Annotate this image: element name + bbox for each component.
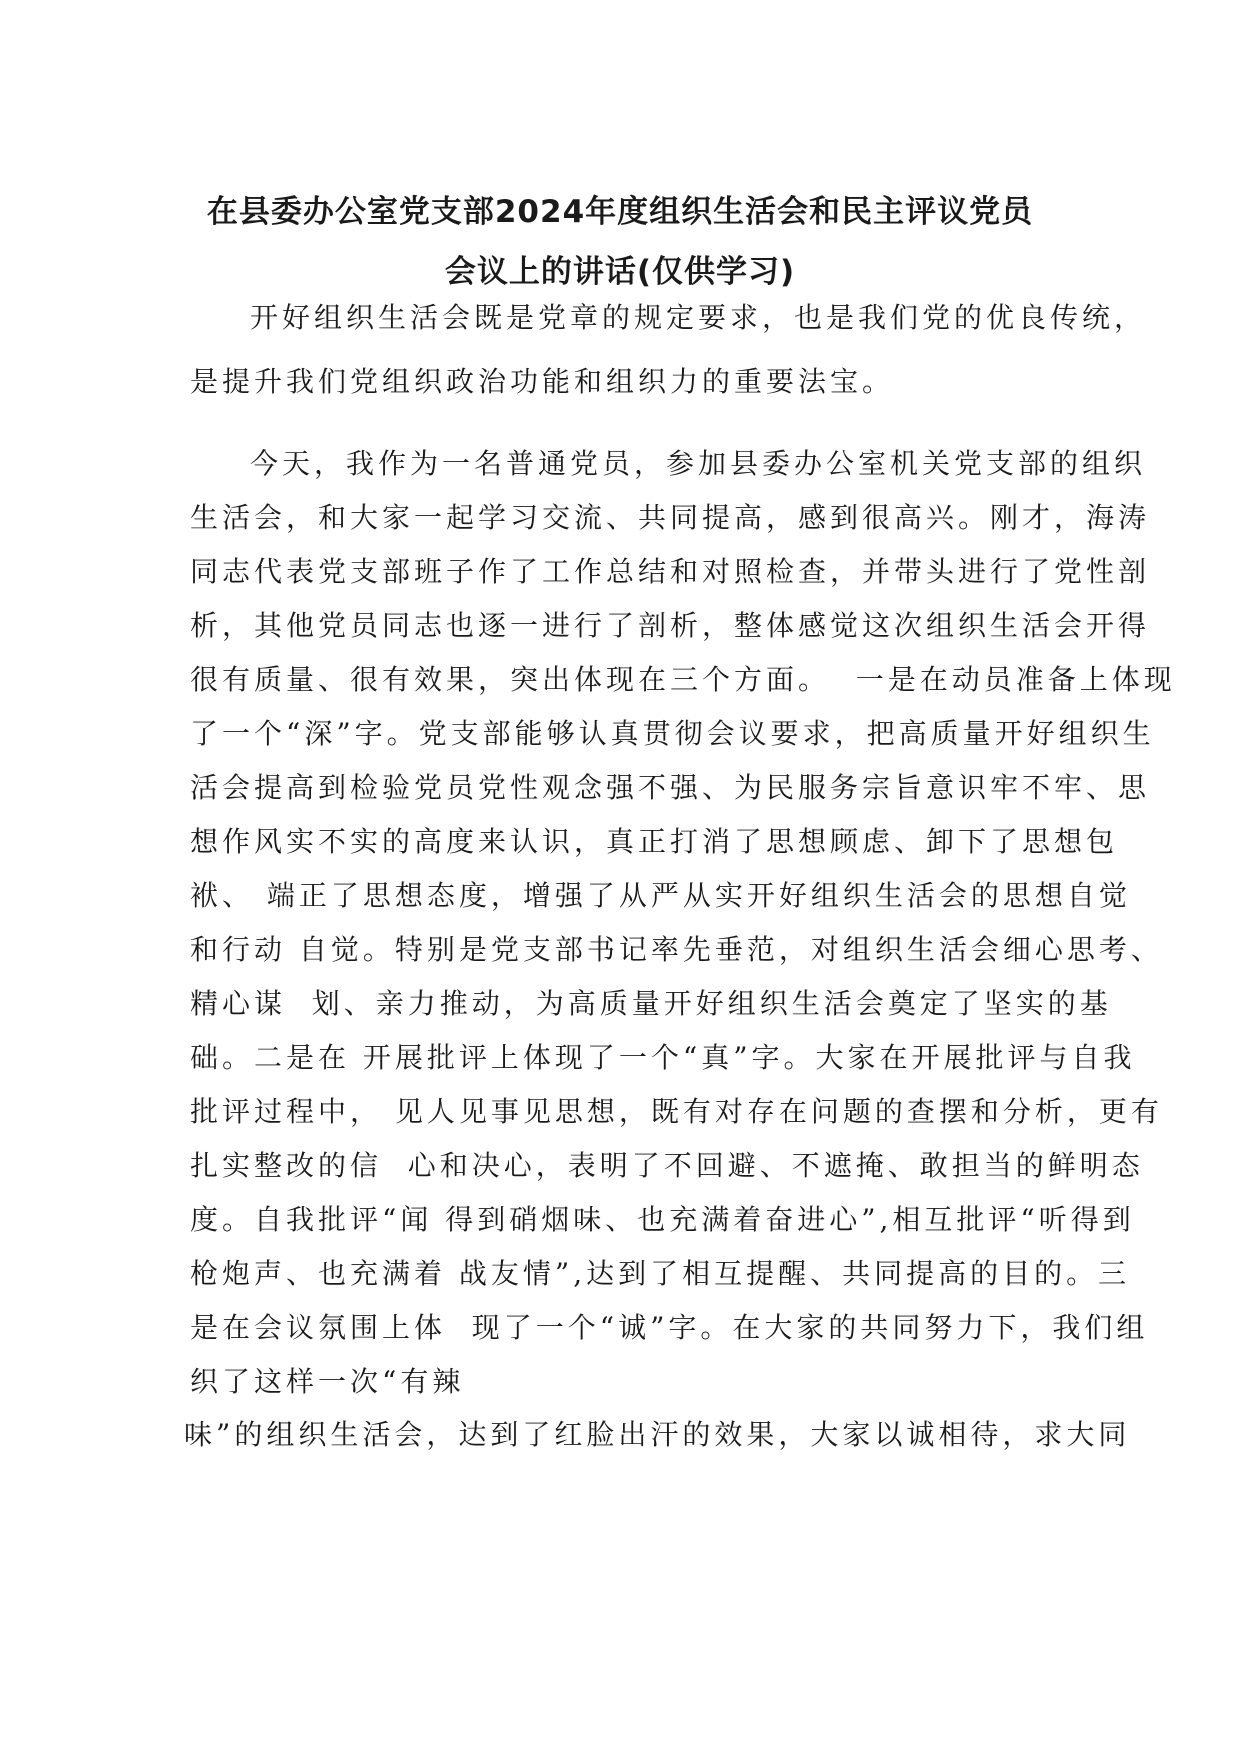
paragraph-2-line-19: 味”的组织生活会，达到了红脸出汗的效果，大家以诚相待，求大同 xyxy=(184,1418,1131,1451)
paragraph-2-line-9: 袱、 端正了思想态度，增强了从严从实开好组织生活会的思想自觉 xyxy=(190,879,1131,912)
paragraph-2-line-1: 今天，我作为一名普通党员，参加县委办公室机关党支部的组织 xyxy=(250,447,1147,480)
paragraph-2-line-14: 扎实整改的信 心和决心，表明了不回避、不遮掩、敢担当的鲜明态 xyxy=(190,1149,1144,1182)
paragraph-2-line-11: 精心谋 划、亲力推动，为高质量开好组织生活会奠定了坚实的基 xyxy=(190,987,1112,1020)
paragraph-2-line-3: 同志代表党支部班子作了工作总结和对照检查，并带头进行了党性剖 xyxy=(190,555,1151,588)
paragraph-1-line-1: 开好组织生活会既是党章的规定要求，也是我们党的优良传统， xyxy=(250,301,1147,334)
paragraph-2-line-18: 织了这样一次“有辣 xyxy=(190,1365,465,1398)
paragraph-2-line-4: 析，其他党员同志也逐一进行了剖析，整体感觉这次组织生活会开得 xyxy=(190,609,1151,642)
document-title-line-1: 在县委办公室党支部2024年度组织生活会和民主评议党员 xyxy=(206,194,1034,230)
paragraph-2-line-6: 了一个“深”字。党支部能够认真贯彻会议要求，把高质量开好组织生 xyxy=(190,717,1155,750)
paragraph-2-line-15: 度。自我批评“闻 得到硝烟味、也充满着奋进心”,相互批评“听得到 xyxy=(190,1203,1135,1236)
paragraph-2-line-17: 是在会议氛围上体 现了一个“诚”字。在大家的共同努力下，我们组 xyxy=(190,1311,1149,1344)
paragraph-2-line-7: 活会提高到检验党员党性观念强不强、为民服务宗旨意识牢不牢、思 xyxy=(190,771,1151,804)
paragraph-2-line-16: 枪炮声、也充满着 战友情”,达到了相互提醒、共同提高的目的。三 xyxy=(190,1257,1131,1290)
paragraph-2-line-10: 和行动 自觉。特别是党支部书记率先垂范，对组织生活会细心思考、 xyxy=(190,933,1163,966)
paragraph-2-line-13: 批评过程中， 见人见事见思想，既有对存在问题的查摆和分析，更有 xyxy=(190,1095,1163,1128)
document-title-line-2: 会议上的讲话(仅供学习) xyxy=(444,254,796,290)
paragraph-1-line-2: 是提升我们党组织政治功能和组织力的重要法宝。 xyxy=(190,365,895,398)
paragraph-2-line-2: 生活会，和大家一起学习交流、共同提高，感到很高兴。刚才，海涛 xyxy=(190,501,1151,534)
paragraph-2-line-8: 想作风实不实的高度来认识，真正打消了思想顾虑、卸下了思想包 xyxy=(190,825,1119,858)
paragraph-2-line-5: 很有质量、很有效果，突出体现在三个方面。 一是在动员准备上体现 xyxy=(190,663,1176,696)
paragraph-2-line-12: 础。二是在 开展批评上体现了一个“真”字。大家在开展批评与自我 xyxy=(190,1041,1136,1074)
